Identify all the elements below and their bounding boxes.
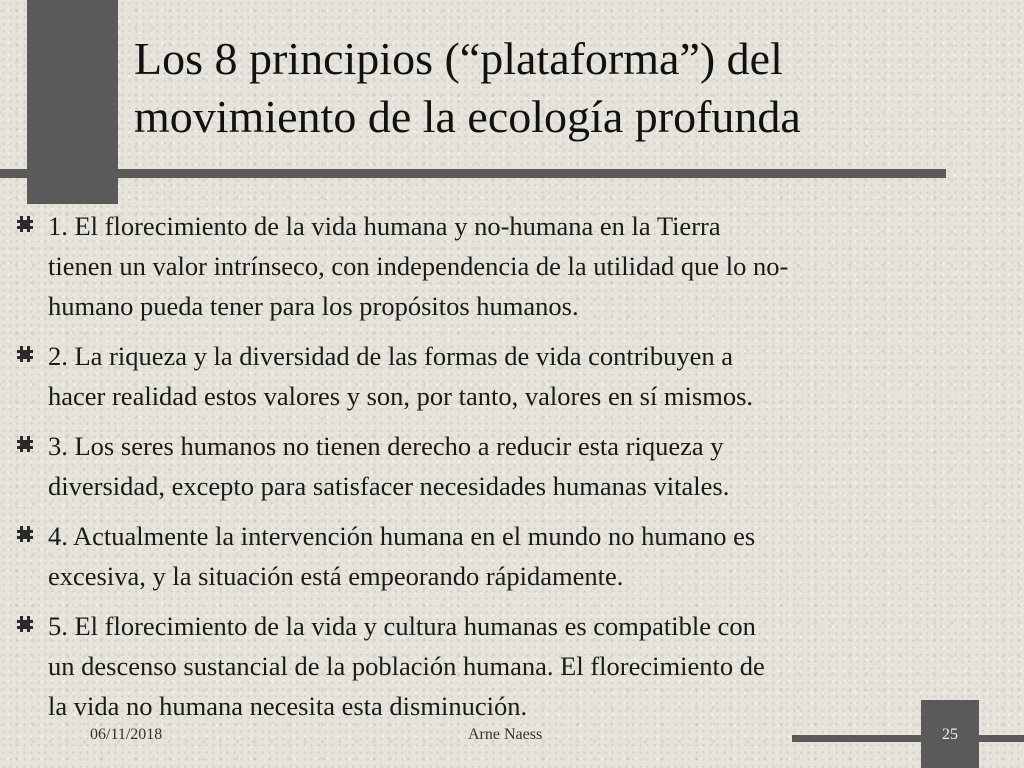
hash-square-bullet-icon (17, 436, 33, 452)
list-item-line: excesiva, y la situación está empeorando rápidamente. (48, 561, 624, 591)
hash-square-bullet-icon (17, 216, 33, 232)
hash-square-bullet-icon (17, 616, 33, 632)
list-item (0, 516, 1024, 596)
footer-date: 06/11/2018 (90, 726, 163, 743)
slide-title (134, 30, 1014, 146)
list-item-line: 4. Actualmente la intervención humana en el mundo no humano es (48, 521, 756, 551)
list-item-line: 5. El florecimiento de la vida y cultura humanas es compatible con (48, 611, 756, 641)
hash-square-bullet-icon (17, 526, 33, 542)
hash-square-bullet-icon (17, 346, 33, 362)
list-item (0, 336, 1024, 416)
list-item-line: diversidad, excepto para satisfacer necesidades humanas vitales. (48, 471, 730, 501)
list-item-line: la vida no humana necesita esta disminución. (48, 691, 528, 721)
list-item (0, 206, 1024, 326)
list-item (0, 426, 1024, 506)
slide-title-line: Los 8 principios (“plataforma”) del (134, 33, 783, 84)
list-item-line: humano pueda tener para los propósitos humanos. (48, 291, 579, 321)
list-item-line: 3. Los seres humanos no tienen derecho a reducir esta riqueza y (48, 431, 724, 461)
footer-author: Arne Naess (468, 726, 543, 743)
list-item (0, 606, 1024, 726)
list-item-line: 2. La riqueza y la diversidad de las formas de vida contribuyen a (48, 341, 734, 371)
decorative-title-underline (0, 169, 946, 178)
list-item-line: tienen un valor intrínseco, con independencia de la utilidad que lo no- (48, 251, 789, 281)
list-item-line: un descenso sustancial de la población humana. El florecimiento de (48, 651, 765, 681)
decorative-footer-line (792, 735, 1024, 742)
principles-list (0, 206, 1024, 736)
page-number: 25 (942, 726, 958, 743)
list-item-line: hacer realidad estos valores y son, por tanto, valores en sí mismos. (48, 381, 754, 411)
list-item-line: 1. El florecimiento de la vida humana y no-humana en la Tierra (48, 211, 721, 241)
slide-title-line: movimiento de la ecología profunda (134, 91, 801, 142)
